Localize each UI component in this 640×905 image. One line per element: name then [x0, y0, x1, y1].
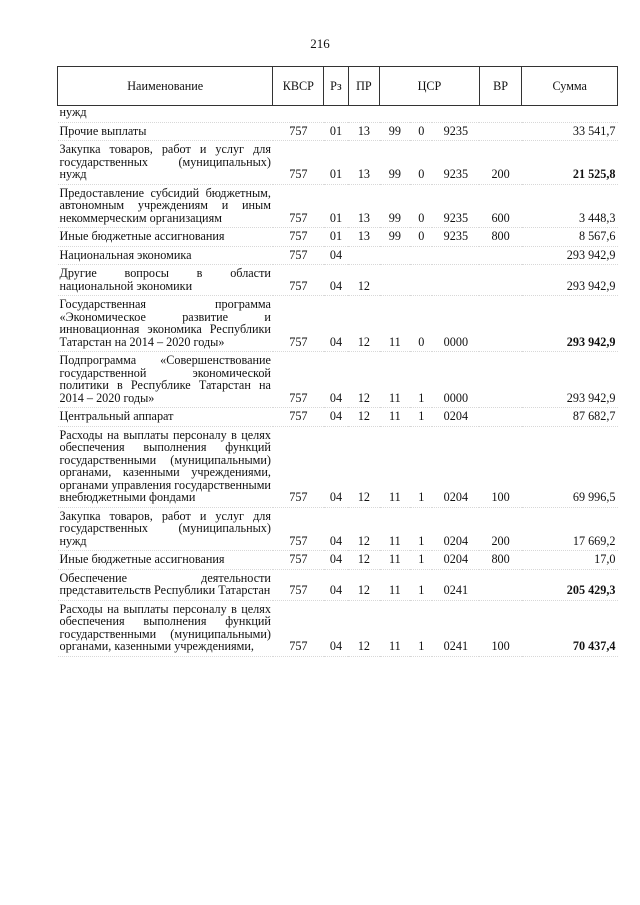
row-vr: 100 — [479, 426, 522, 507]
row-csr-direction — [432, 246, 479, 265]
row-csr-program: 11 — [380, 507, 410, 551]
row-sum: 205 429,3 — [522, 569, 618, 600]
row-csr-program: 11 — [380, 352, 410, 408]
row-rz: 04 — [324, 246, 348, 265]
row-csr-program: 11 — [380, 426, 410, 507]
header-sum: Сумма — [522, 67, 618, 106]
row-csr-subprogram: 0 — [410, 296, 432, 352]
row-vr: 200 — [479, 141, 522, 185]
row-vr: 200 — [479, 507, 522, 551]
table-row — [58, 569, 618, 600]
row-name: Государственная программа «Экономическое развитие и инновационная экономика Республики Татарстан на 2014 – 2020 годы» — [58, 296, 273, 352]
row-csr-direction: 9235 — [432, 184, 479, 228]
row-name: Закупка товаров, работ и услуг для государственных (муниципальных) нужд — [58, 141, 273, 185]
row-csr-subprogram: 1 — [410, 352, 432, 408]
table-row — [58, 141, 618, 185]
row-sum: 69 996,5 — [522, 426, 618, 507]
row-rz: 04 — [324, 551, 348, 570]
row-sum — [522, 106, 618, 123]
row-csr-direction: 0000 — [432, 296, 479, 352]
row-sum: 293 942,9 — [522, 296, 618, 352]
row-kvsr: 757 — [273, 408, 324, 427]
row-csr-subprogram: 0 — [410, 122, 432, 141]
row-kvsr — [273, 106, 324, 123]
page-number: 216 — [310, 36, 330, 51]
row-pr: 12 — [348, 265, 380, 296]
row-csr-subprogram: 1 — [410, 507, 432, 551]
row-name: Расходы на выплаты персоналу в целях обеспечения выполнения функций государственными (муниципальными) органами, казенными учреждениями, — [58, 600, 273, 656]
row-csr-program — [380, 246, 410, 265]
row-vr — [479, 408, 522, 427]
row-rz: 04 — [324, 296, 348, 352]
header-rz: Рз — [324, 67, 348, 106]
row-vr — [479, 352, 522, 408]
header-vr: ВР — [479, 67, 522, 106]
row-kvsr: 757 — [273, 265, 324, 296]
header-csr: ЦСР — [380, 67, 480, 106]
table-row — [58, 352, 618, 408]
row-csr-program: 11 — [380, 569, 410, 600]
row-pr: 12 — [348, 352, 380, 408]
row-csr-direction: 0000 — [432, 352, 479, 408]
row-csr-program: 99 — [380, 228, 410, 247]
row-vr — [479, 296, 522, 352]
row-sum: 3 448,3 — [522, 184, 618, 228]
row-csr-direction: 0241 — [432, 600, 479, 656]
table-row — [58, 507, 618, 551]
row-name: Центральный аппарат — [58, 408, 273, 427]
budget-table — [57, 66, 618, 657]
row-csr-program: 11 — [380, 296, 410, 352]
row-name: Подпрограмма «Совершенствование государственной экономической политики в Республике Татарстан на 2014 – 2020 годы» — [58, 352, 273, 408]
row-sum: 293 942,9 — [522, 246, 618, 265]
row-pr: 13 — [348, 228, 380, 247]
row-csr-direction — [432, 106, 479, 123]
table-row — [58, 106, 618, 123]
row-sum: 293 942,9 — [522, 352, 618, 408]
row-csr-direction: 0204 — [432, 551, 479, 570]
row-pr: 13 — [348, 141, 380, 185]
header-name: Наименование — [58, 67, 273, 106]
row-kvsr: 757 — [273, 352, 324, 408]
table-row — [58, 551, 618, 570]
row-kvsr: 757 — [273, 569, 324, 600]
row-rz: 04 — [324, 507, 348, 551]
row-csr-program: 11 — [380, 408, 410, 427]
table-row — [58, 426, 618, 507]
row-rz: 01 — [324, 122, 348, 141]
row-csr-subprogram: 1 — [410, 551, 432, 570]
row-pr: 12 — [348, 408, 380, 427]
row-pr: 12 — [348, 600, 380, 656]
row-sum: 8 567,6 — [522, 228, 618, 247]
row-sum: 17 669,2 — [522, 507, 618, 551]
row-rz: 04 — [324, 569, 348, 600]
header-pr: ПР — [348, 67, 380, 106]
row-csr-subprogram: 1 — [410, 408, 432, 427]
row-pr — [348, 106, 380, 123]
row-sum: 21 525,8 — [522, 141, 618, 185]
row-sum: 87 682,7 — [522, 408, 618, 427]
row-vr — [479, 106, 522, 123]
row-csr-subprogram — [410, 265, 432, 296]
row-vr: 800 — [479, 551, 522, 570]
row-csr-subprogram: 1 — [410, 569, 432, 600]
row-name: Иные бюджетные ассигнования — [58, 551, 273, 570]
row-kvsr: 757 — [273, 141, 324, 185]
row-kvsr: 757 — [273, 246, 324, 265]
table-row — [58, 265, 618, 296]
row-csr-subprogram: 0 — [410, 228, 432, 247]
row-csr-subprogram: 0 — [410, 184, 432, 228]
table-row — [58, 184, 618, 228]
row-csr-subprogram: 1 — [410, 600, 432, 656]
row-name: нужд — [58, 106, 273, 123]
row-pr — [348, 246, 380, 265]
row-rz: 04 — [324, 352, 348, 408]
row-vr — [479, 246, 522, 265]
row-pr: 13 — [348, 122, 380, 141]
row-csr-program — [380, 265, 410, 296]
row-pr: 12 — [348, 551, 380, 570]
row-csr-subprogram — [410, 106, 432, 123]
row-csr-program: 99 — [380, 141, 410, 185]
row-csr-direction: 0204 — [432, 408, 479, 427]
row-csr-direction: 0204 — [432, 507, 479, 551]
row-vr: 600 — [479, 184, 522, 228]
row-sum: 17,0 — [522, 551, 618, 570]
row-rz: 01 — [324, 184, 348, 228]
row-rz: 01 — [324, 228, 348, 247]
row-csr-subprogram: 1 — [410, 426, 432, 507]
row-rz: 01 — [324, 141, 348, 185]
row-vr — [479, 569, 522, 600]
row-kvsr: 757 — [273, 507, 324, 551]
row-pr: 12 — [348, 426, 380, 507]
row-csr-program: 99 — [380, 184, 410, 228]
row-kvsr: 757 — [273, 122, 324, 141]
row-name: Предоставление субсидий бюджетным, автономным учреждениям и иным некоммерческим организациям — [58, 184, 273, 228]
row-vr — [479, 265, 522, 296]
table-row — [58, 122, 618, 141]
row-csr-direction: 9235 — [432, 122, 479, 141]
row-name: Обеспечение деятельности представительств Республики Татарстан — [58, 569, 273, 600]
row-kvsr: 757 — [273, 600, 324, 656]
row-csr-direction — [432, 265, 479, 296]
table-row — [58, 600, 618, 656]
row-kvsr: 757 — [273, 296, 324, 352]
table-row — [58, 228, 618, 247]
table-row — [58, 408, 618, 427]
row-name: Прочие выплаты — [58, 122, 273, 141]
table-row — [58, 246, 618, 265]
row-csr-program — [380, 106, 410, 123]
row-csr-direction: 9235 — [432, 228, 479, 247]
row-name: Другие вопросы в области национальной экономики — [58, 265, 273, 296]
table-row — [58, 296, 618, 352]
header-kvsr: КВСР — [273, 67, 324, 106]
row-pr: 13 — [348, 184, 380, 228]
row-vr — [479, 122, 522, 141]
row-rz: 04 — [324, 426, 348, 507]
row-sum: 70 437,4 — [522, 600, 618, 656]
row-name: Иные бюджетные ассигнования — [58, 228, 273, 247]
row-pr: 12 — [348, 507, 380, 551]
row-kvsr: 757 — [273, 228, 324, 247]
row-rz — [324, 106, 348, 123]
row-csr-direction: 9235 — [432, 141, 479, 185]
row-vr: 800 — [479, 228, 522, 247]
row-rz: 04 — [324, 408, 348, 427]
row-csr-program: 99 — [380, 122, 410, 141]
row-sum: 33 541,7 — [522, 122, 618, 141]
row-csr-direction: 0204 — [432, 426, 479, 507]
table-body — [58, 106, 618, 657]
row-csr-subprogram — [410, 246, 432, 265]
row-kvsr: 757 — [273, 551, 324, 570]
row-csr-program: 11 — [380, 551, 410, 570]
row-vr: 100 — [479, 600, 522, 656]
row-csr-direction: 0241 — [432, 569, 479, 600]
row-sum: 293 942,9 — [522, 265, 618, 296]
row-csr-program: 11 — [380, 600, 410, 656]
row-rz: 04 — [324, 600, 348, 656]
row-csr-subprogram: 0 — [410, 141, 432, 185]
row-kvsr: 757 — [273, 426, 324, 507]
table-header — [58, 67, 618, 106]
row-pr: 12 — [348, 569, 380, 600]
row-name: Расходы на выплаты персоналу в целях обеспечения выполнения функций государственными (муниципальными) органами, казенными учреждениями, органами управления государственными внебюджетными фондами — [58, 426, 273, 507]
row-rz: 04 — [324, 265, 348, 296]
row-name: Национальная экономика — [58, 246, 273, 265]
row-pr: 12 — [348, 296, 380, 352]
row-name: Закупка товаров, работ и услуг для государственных (муниципальных) нужд — [58, 507, 273, 551]
row-kvsr: 757 — [273, 184, 324, 228]
